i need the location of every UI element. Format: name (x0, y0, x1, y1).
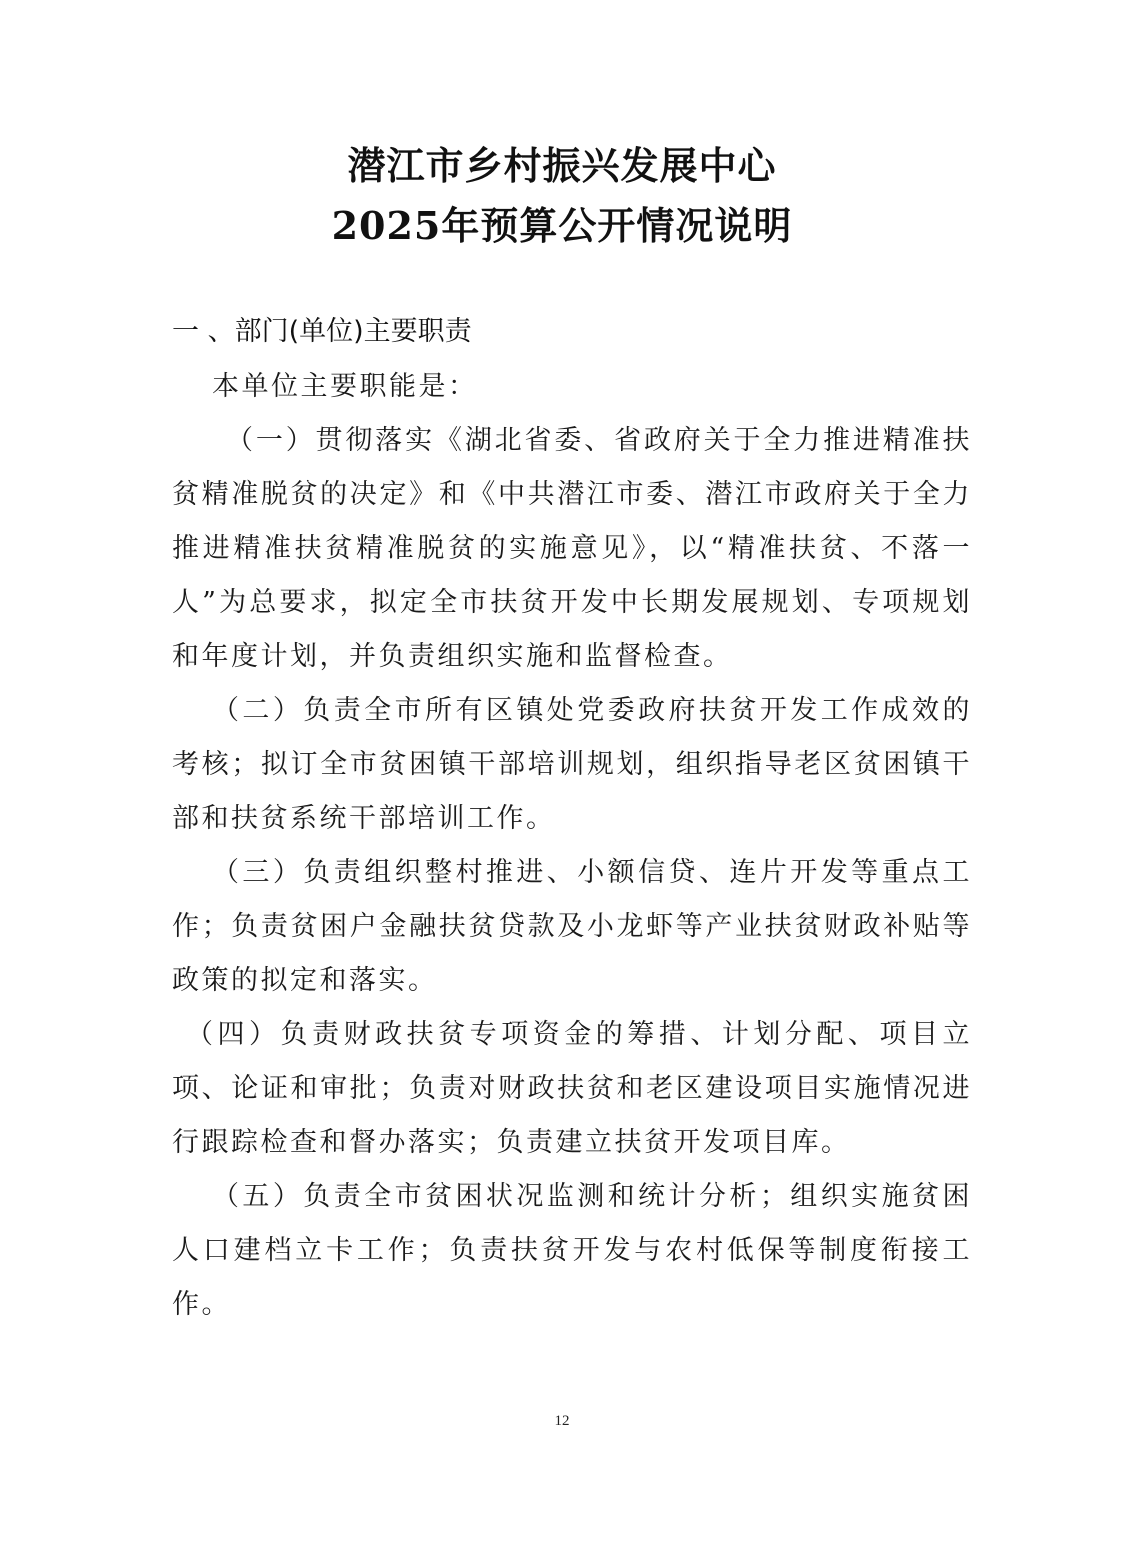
duty-paragraph-1: （一）贯彻落实《湖北省委、省政府关于全力推进精准扶贫精准脱贫的决定》和《中共潜江市委、潜江市政府关于全力推进精准扶贫精准脱贫的实施意见》，以“精准扶贫、不落一人”为总要求，拟定全市扶贫开发中长期发展规划、专项规划和年度计划，并负责组织实施和监督检查。 (172, 425, 972, 672)
duty-paragraph-5: （五）负责全市贫困状况监测和统计分析；组织实施贫困人口建档立卡工作；负责扶贫开发与农村低保等制度衔接工作。 (172, 1181, 972, 1320)
page-number: 12 (554, 1413, 570, 1429)
duty-paragraph-3: （三）负责组织整村推进、小额信贷、连片开发等重点工作；负责贫困户金融扶贫贷款及小龙虾等产业扶贫财政补贴等政策的拟定和落实。 (172, 857, 972, 996)
document-title-line-2: 2025年预算公开情况说明 (331, 203, 793, 248)
duty-paragraph-2: （二）负责全市所有区镇处党委政府扶贫开发工作成效的考核；拟订全市贫困镇干部培训规划，组织指导老区贫困镇干部和扶贫系统干部培训工作。 (172, 695, 972, 834)
intro-paragraph: 本单位主要职能是： (212, 371, 478, 402)
duty-paragraph-4: （四）负责财政扶贫专项资金的筹措、计划分配、项目立项、论证和审批；负责对财政扶贫和老区建设项目实施情况进行跟踪检查和督办落实；负责建立扶贫开发项目库。 (172, 1019, 972, 1158)
document-title-line-1: 潜江市乡村振兴发展中心 (347, 143, 777, 188)
section-heading: 一 、部门(单位)主要职责 (172, 316, 472, 347)
